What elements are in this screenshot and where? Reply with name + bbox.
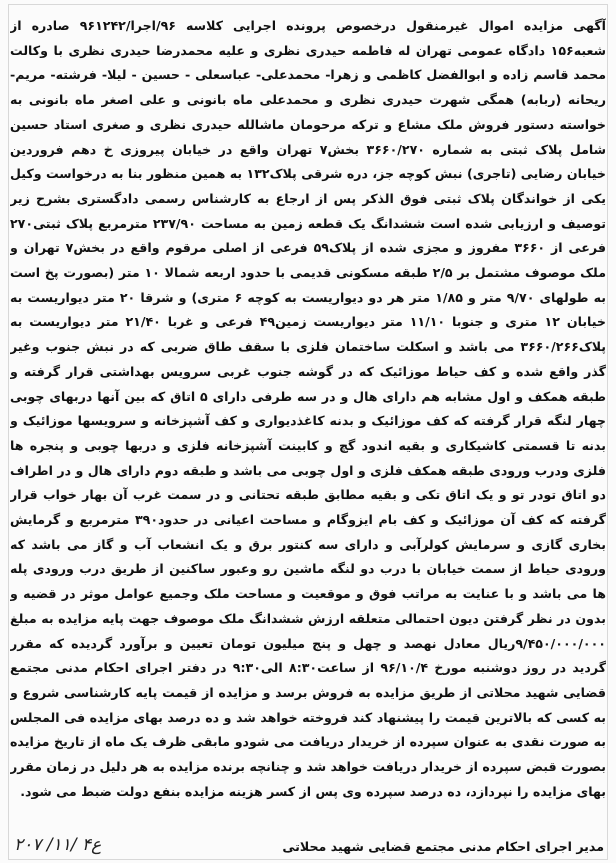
signature-line: مدیر اجرای احکام مدنی مجتمع قضایی شهید محلاتی [282, 839, 604, 854]
handwritten-stamp: ۲۰۷ /۱۱/ ۴ع [14, 835, 102, 855]
notice-footer [10, 836, 606, 858]
notice-body-text: آگهی مزایده اموال غیرمنقول درخصوص پرونده اجرایی کلاسه ۹۶/اجرا/۹۶۱۲۴۲ صادره از شعبه۱۵۶ دادگاه عمومی تهران له فاطمه حیدری نظری و علیه محمدرضا حیدری نظری با وکالت محمد قاسم زاده و ابوالفضل کاظمی و زهرا- محمدعلی- عباسعلی - حسین - لیلا- فرشته- مریم- ریحانه (ربابه) همگی شهرت حیدری نظری و محمدعلی ماه بانونی و علی اصغر ماه بانونی به خواسته دستور فروش ملک مشاع و ترکه مرحومان ماشالله حیدری نظری و صغری استاد حسین شامل پلاک ثبتی به شماره ۳۶۶۰/۲۷۰ بخش۷ تهران واقع در خیابان پیروزی خ دهم فروردین خیابان رضایی (تاجری) نبش کوچه جز، دره شرقی پلاک۱۳۲ به همین منظور بنا به درخواست وکیل یکی از خواندگان پلاک ثبتی فوق الذکر پس از ارجاع به کارشناس رسمی دادگستری بشرح زیر توصیف و ارزیابی شده است ششدانگ یک قطعه زمین به مساحت ۲۳۷/۹۰ مترمربع پلاک ثبتی۲۷۰ فرعی از ۳۶۶۰ مفروز و مجزی شده از پلاک۵۹ فرعی از اصلی مرقوم واقع در بخش۷ تهران و ملک موصوف مشتمل بر ۲/۵ طبقه مسکونی قدیمی با حدود اربعه شمالا ۱۰ متر (بصورت پخ است به طولهای ۹/۷۰ متر و ۱/۸۵ متر هر دو دیواریست به کوچه ۶ متری) و شرقا ۲۰ متر دیواریست به خیابان ۱۲ متری و جنوبا ۱۱/۱۰ متر دیواریست زمین۴۹ فرعی و غربا ۲۱/۴۰ متر دیواریست به پلاک۳۶۶۰/۲۶۶ می باشد و اسکلت ساختمان فلزی با سقف طاق ضربی که در نبش جنوب وغیر گذر واقع شده و کف حیاط موزائیک که در گوشه جنوب غربی سرویس بهداشتی قرار گرفته و طبقه همکف و اول مشابه هم دارای هال و در سه طرفی دارای ۵ اتاق که بین آنها دربهای چوبی چهار لنگه قرار گرفته که کف موزائیک و بدنه کاغذدیواری و کف آشپزخانه و سرویسها موزائیک و بدنه تا قسمتی کاشیکاری و بقیه اندود گچ و کابینت آشپزخانه فلزی و دربها چوبی و پنجره ها فلزی ودرب ورودی طبقه همکف فلزی و اول چوبی می باشد و طبقه دوم دارای هال و در اطراف دو اتاق تودر تو و یک اتاق تکی و بقیه مطابق طبقه تحتانی و در سمت غرب آن بهار خواب قرار گرفته که کف آن موزائیک و کف بام ایزوگام و مساحت اعیانی در حدود۳۹۰ مترمربع و گرمایش بخاری گازی و سرمایش کولرآبی و دارای سه کنتور برق و یک انشعاب آب و گاز می باشد که ورودی حیاط از سمت خیابان با درب دو لنگه ماشین رو وعبور ساکنین از طریق درب ورودی پله ها می باشد و با عنایت به مراتب فوق و موقعیت و مساحت ملک وجمیع عوامل موثر در قضیه و بدون در نظر گرفتن دیون احتمالی متعلقه ارزش ششدانگ ملک موصوف جهت پایه مزایده به مبلغ ۹/۴۵۰/۰۰۰/۰۰۰ریال معادل نهصد و چهل و پنج میلیون تومان تعیین و برآورد گردیده که مقرر گردید در روز دوشنبه مورخ ۹۶/۱۰/۴ از ساعت۸:۳۰ الی۹:۳۰ در دفتر اجرای احکام مدنی مجتمع قضایی شهید محلاتی از طریق مزایده به فروش برسد و مزایده از قیمت پایه کارشناسی شروع و به کسی که بالاترین قیمت را پیشنهاد کند فروخته خواهد شد و ده درصد بهای مزایده فی المجلس به صورت نقدی به عنوان سپرده از خریدار دریافت می شودو مابقی ظرف یک ماه از تاریخ مزایده بصورت قبض سپرده از خریدار دریافت خواهد شد و چنانچه برنده مزایده به هر دلیل در زمان مقرر بهای مزایده را نپردازد، ده درصد سپرده وی پس از کسر هزینه مزایده بنفع دولت ضبط می شود. [10, 18, 606, 799]
